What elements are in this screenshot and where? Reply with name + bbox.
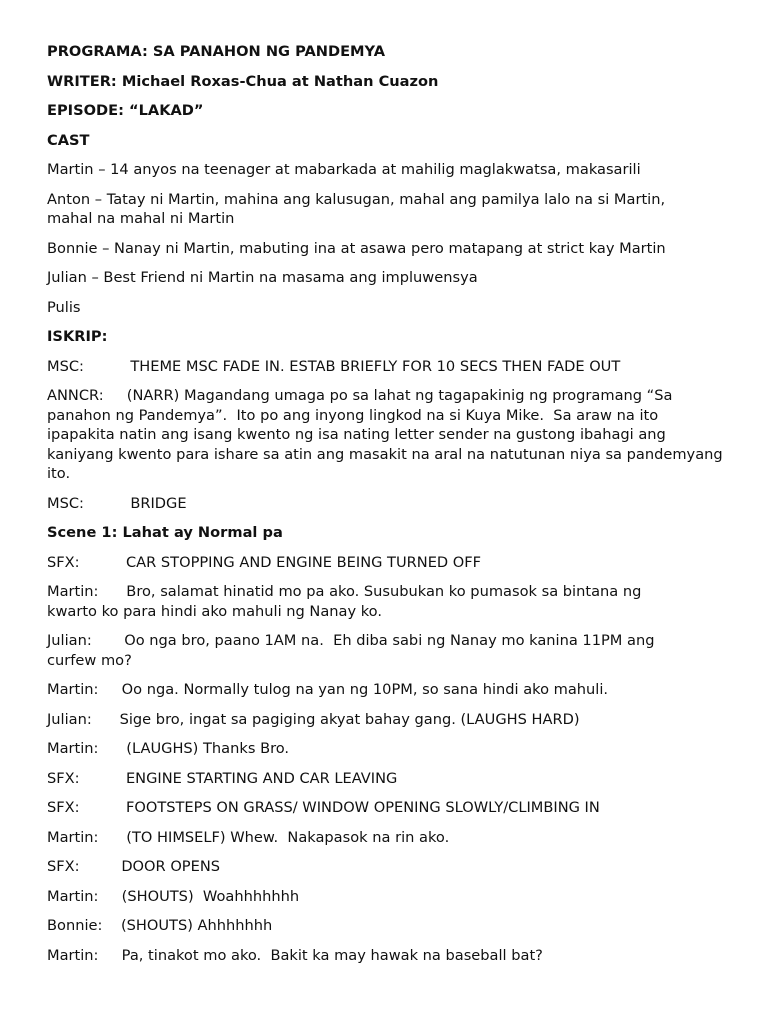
msc-theme-line: MSC: THEME MSC FADE IN. ESTAB BRIEFLY FOR 10 SECS THEN FADE OUT [47,357,621,375]
script-line: Julian: Sige bro, ingat sa pagiging akyat bahay gang. (LAUGHS HARD) [47,710,580,728]
script-line: SFX: CAR STOPPING AND ENGINE BEING TURNED OFF [47,553,482,571]
cast-anton: Anton – Tatay ni Martin, mahina ang kalusugan, mahal ang pamilya lalo na si Martin, mahal na mahal ni Martin [47,190,666,227]
programa-title: PROGRAMA: SA PANAHON NG PANDEMYA [47,43,386,60]
scene-1-heading: Scene 1: Lahat ay Normal pa [47,524,283,541]
cast-heading: CAST [47,131,90,149]
iskrip-heading: ISKRIP: [47,328,108,345]
script-line: Martin: (TO HIMSELF) Whew. Nakapasok na rin ako. [47,828,450,846]
script-line: SFX: DOOR OPENS [47,858,221,875]
script-line: Martin: Pa, tinakot mo ako. Bakit ka may hawak na baseball bat? [47,946,543,964]
script-line: Martin: Oo nga. Normally tulog na yan ng 10PM, so sana hindi ako mahuli. [47,681,609,698]
script-line: Bonnie: (SHOUTS) Ahhhhhhh [47,917,273,934]
episode-line: EPISODE: “LAKAD” [47,102,204,119]
script-line: Martin: Bro, salamat hinatid mo pa ako. Susubukan ko pumasok sa bintana ng kwarto ko para hindi ako mahuli ng Nanay ko. [47,583,647,620]
cast-julian: Julian – Best Friend ni Martin na masama ang impluwensya [47,269,478,286]
cast-bonnie: Bonnie – Nanay ni Martin, mabuting ina at asawa pero matapang at strict kay Martin [47,239,666,257]
writer-line: WRITER: Michael Roxas-Chua at Nathan Cuazon [47,72,439,90]
anncr-narration: ANNCR: (NARR) Magandang umaga po sa lahat ng tagapakinig ng programang “Sa panahon ng Pandemya”. Ito po ang inyong lingkod na si Kuya Mike. Sa araw na ito ipapakita natin ang isang kwento ng isa nating letter sender na gustong ibahagi ang kaniyang kwento para ishare sa atin ang masakit na aral na natutunan niya sa pandemyang ito. [47,387,728,482]
script-line: SFX: ENGINE STARTING AND CAR LEAVING [47,769,398,787]
script-line: Martin: (SHOUTS) Woahhhhhhh [47,887,300,905]
msc-bridge-line: MSC: BRIDGE [47,494,187,512]
script-line: Julian: Oo nga bro, paano 1AM na. Eh diba sabi ng Nanay mo kanina 11PM ang curfew mo? [47,632,660,669]
cast-pulis: Pulis [47,298,81,316]
script-line: SFX: FOOTSTEPS ON GRASS/ WINDOW OPENING SLOWLY/CLIMBING IN [47,799,600,816]
cast-martin: Martin – 14 anyos na teenager at mabarkada at mahilig maglakwatsa, makasarili [47,161,641,178]
script-line: Martin: (LAUGHS) Thanks Bro. [47,740,290,757]
script-document [47,42,727,975]
